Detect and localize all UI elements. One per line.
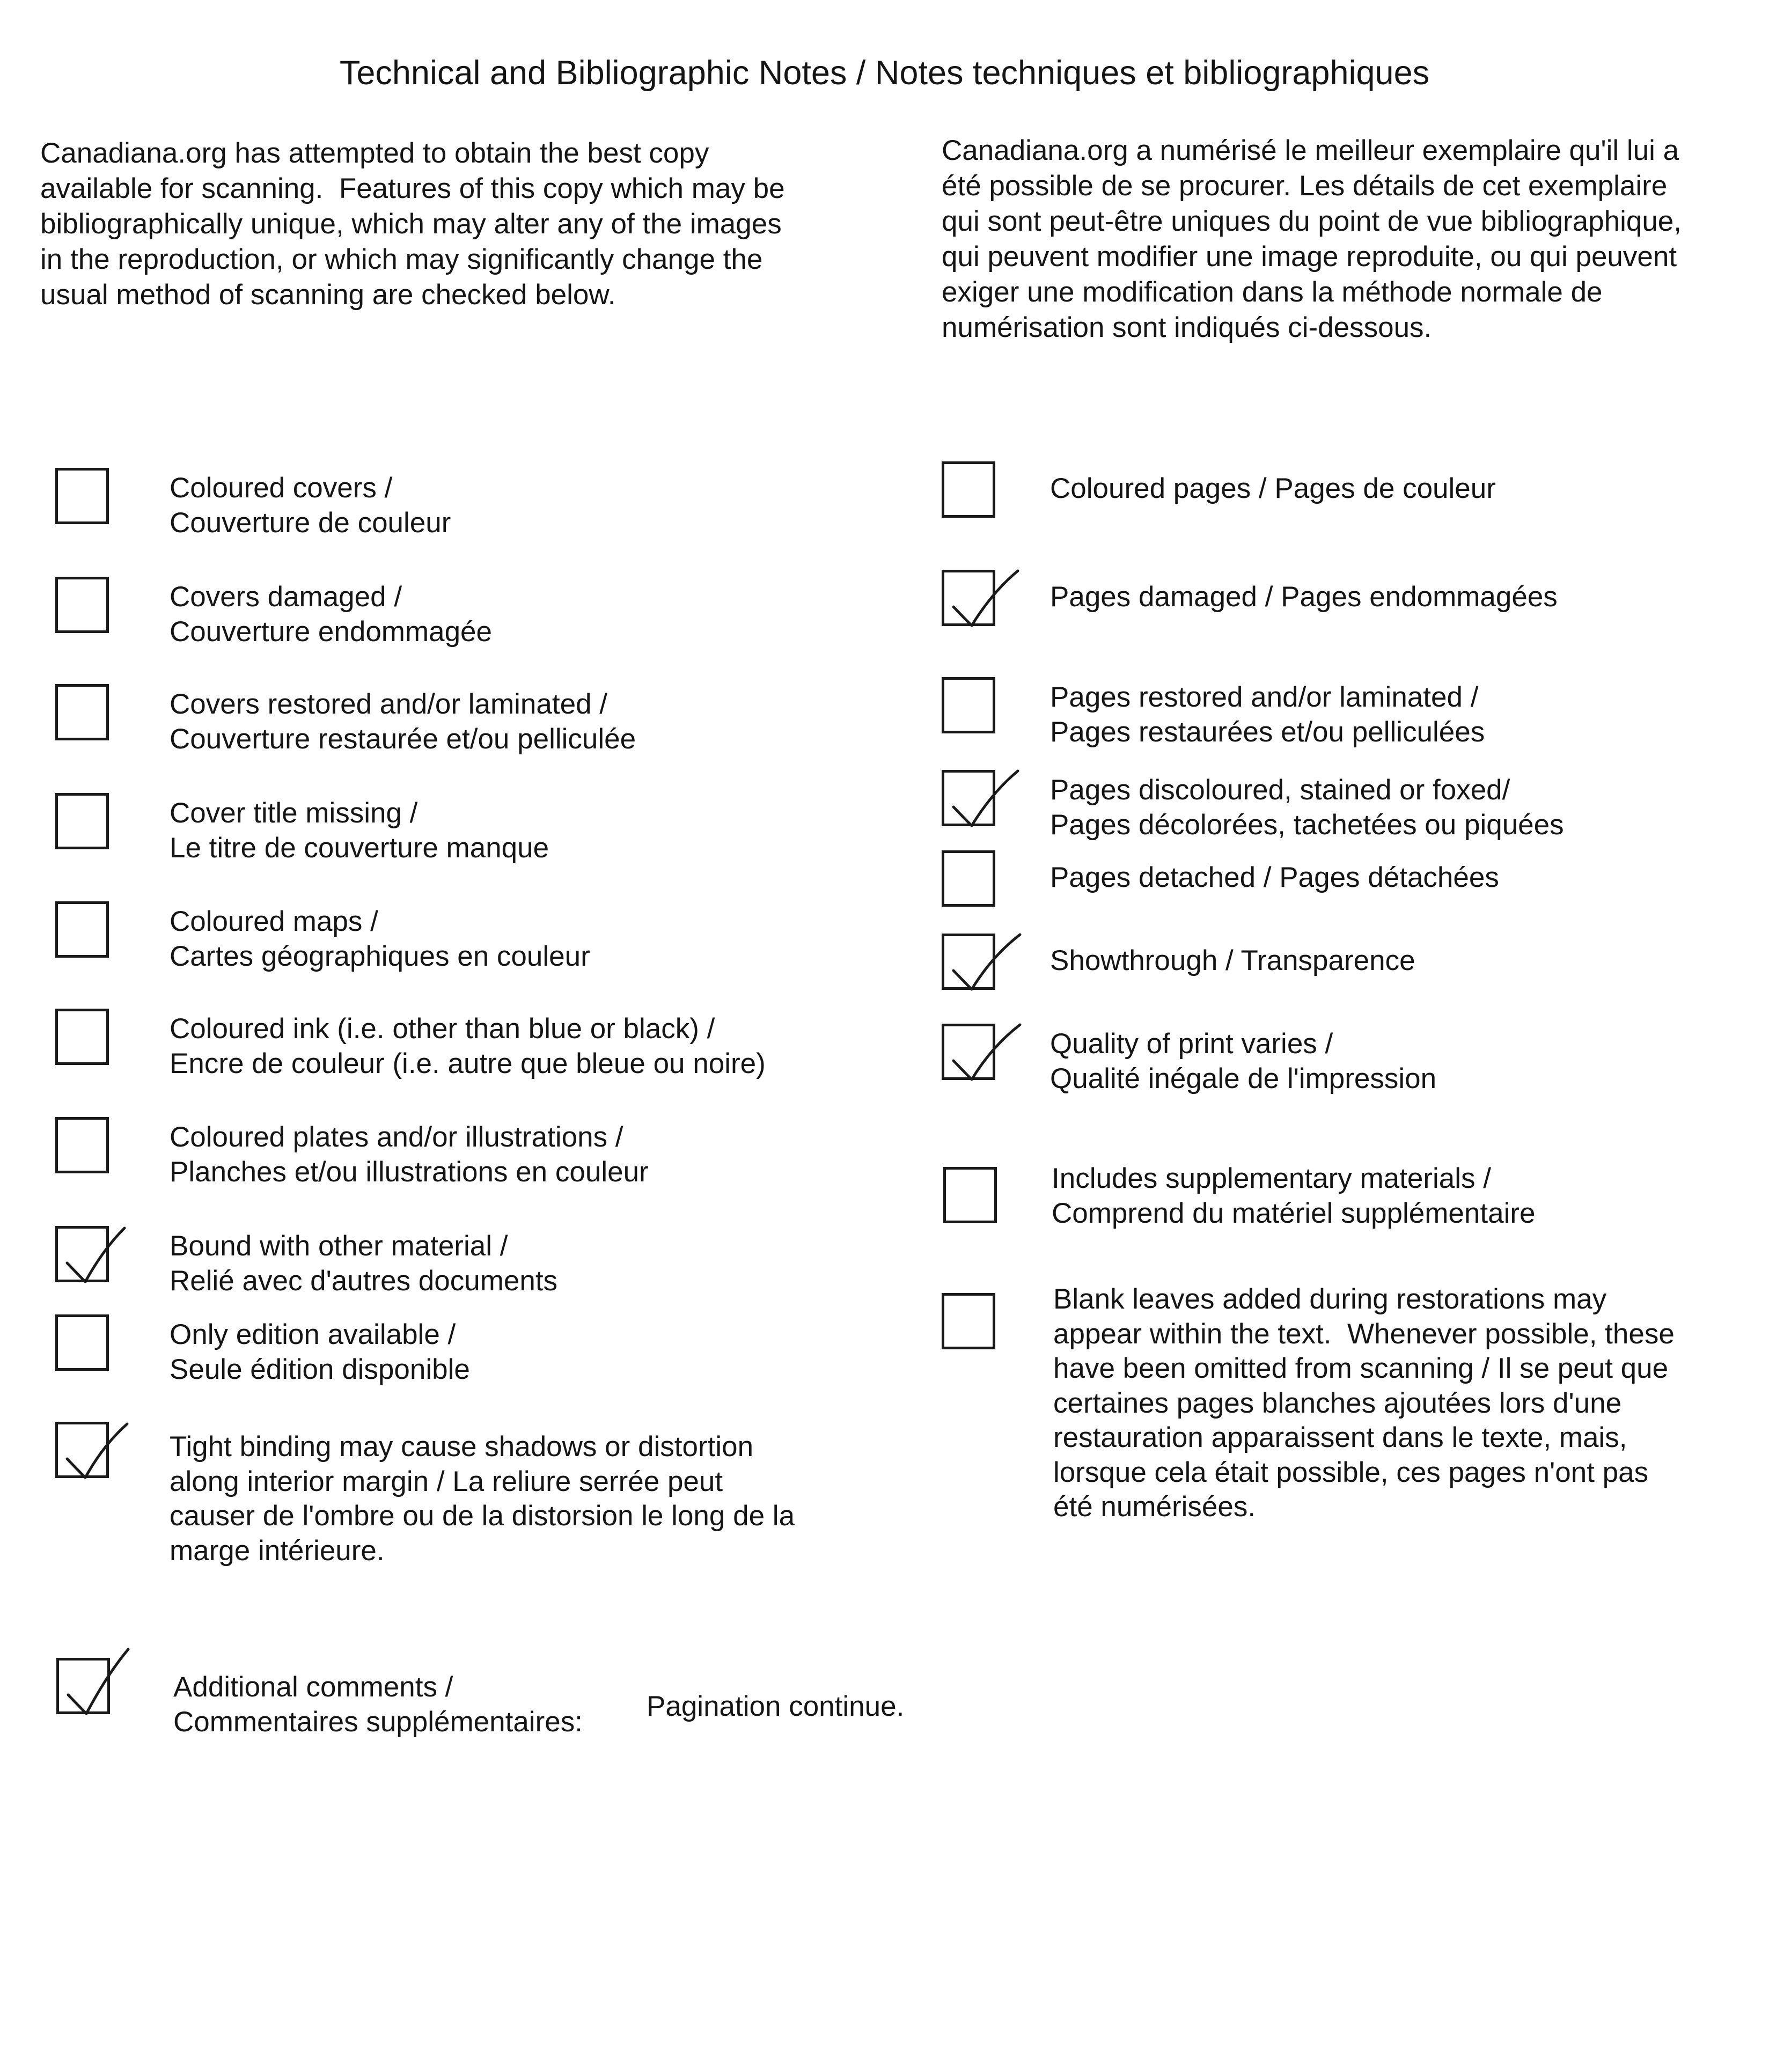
additional-comments-label: Additional comments / Commentaires supplémentaires:: [173, 1671, 583, 1738]
checkbox-label: Covers damaged / Couverture endommagée: [170, 581, 493, 648]
checkbox-box[interactable]: [55, 684, 109, 740]
checkbox-box[interactable]: [55, 1314, 109, 1371]
checkbox-label: Blank leaves added during restorations may appear within the text. Whenever possible, these have been omitted from scanning / Il se peut que certaines pages blanches ajoutées lors d'une restauration apparaissent dans le texte, mais, lorsque cela était possible, ces pages n'ont pas été numérisées.: [1053, 1283, 1675, 1523]
checkbox-box[interactable]: [943, 1167, 997, 1223]
checkbox-label: Includes supplementary materials / Comprend du matériel supplémentaire: [1052, 1163, 1536, 1229]
checkbox-label: Pages detached / Pages détachées: [1050, 862, 1499, 893]
checkbox-label: Quality of print varies / Qualité inégale de l'impression: [1050, 1028, 1437, 1094]
checkmark-icon: [52, 1402, 159, 1488]
checkbox-label: Coloured covers / Couverture de couleur: [170, 472, 451, 539]
checkbox-label: Coloured plates and/or illustrations / Planches et/ou illustrations en couleur: [170, 1121, 649, 1188]
checkbox-box[interactable]: [942, 461, 995, 518]
checkbox-box[interactable]: [55, 901, 109, 958]
checkbox-box[interactable]: [55, 1117, 109, 1173]
intro-english: Canadiana.org has attempted to obtain the best copy available for scanning. Features of this copy which may be bibliographically unique, which may alter any of the images in the reproduction, or which may significantly change the usual method of scanning are checked below.: [40, 137, 785, 311]
checkbox-box[interactable]: [55, 793, 109, 849]
checkmark-icon: [938, 751, 1046, 836]
checkbox-label: Pages damaged / Pages endommagées: [1050, 581, 1558, 613]
checkmark-icon: [938, 1004, 1046, 1090]
checkmark-icon: [52, 1207, 159, 1292]
checkbox-box[interactable]: [55, 1009, 109, 1065]
checkbox-label: Showthrough / Transparence: [1050, 945, 1415, 976]
checkbox-box[interactable]: [55, 577, 109, 633]
checkbox-box[interactable]: [942, 1293, 995, 1349]
checkmark-icon: [938, 550, 1046, 636]
checkbox-label: Pages restored and/or laminated / Pages restaurées et/ou pelliculées: [1050, 681, 1485, 748]
checkbox-label: Tight binding may cause shadows or distortion along interior margin / La reliure serrée peut causer de l'ombre ou de la distorsion le long de la marge intérieure.: [170, 1431, 795, 1567]
checkbox-box[interactable]: [55, 468, 109, 524]
checkbox-label: Bound with other material / Relié avec d'autres documents: [170, 1230, 558, 1297]
checkmark-icon: [53, 1639, 160, 1724]
additional-comments-value: Pagination continue.: [647, 1691, 905, 1722]
checkmark-icon: [938, 914, 1046, 1000]
checkbox-label: Coloured ink (i.e. other than blue or black) / Encre de couleur (i.e. autre que bleue ou noire): [170, 1013, 766, 1079]
checkbox-label: Coloured pages / Pages de couleur: [1050, 473, 1496, 504]
page-title: Technical and Bibliographic Notes / Notes techniques et bibliographiques: [339, 54, 1430, 92]
checkbox-box[interactable]: [942, 850, 995, 907]
checkbox-label: Covers restored and/or laminated / Couverture restaurée et/ou pelliculée: [170, 688, 636, 755]
checkbox-box[interactable]: [942, 677, 995, 733]
checkbox-label: Coloured maps / Cartes géographiques en couleur: [170, 906, 590, 972]
checkbox-label: Only edition available / Seule édition disponible: [170, 1319, 470, 1385]
checkbox-label: Pages discoloured, stained or foxed/ Pages décolorées, tachetées ou piquées: [1050, 774, 1564, 841]
intro-french: Canadiana.org a numérisé le meilleur exemplaire qu'il lui a été possible de se procurer. Les détails de cet exemplaire qui sont peut-être uniques du point de vue bibliographique, qui peuvent modifier une image reproduite, ou qui peuvent exiger une modification dans la méthode normale de numérisation sont indiqués ci-dessous.: [942, 135, 1682, 343]
checkbox-label: Cover title missing / Le titre de couverture manque: [170, 797, 549, 864]
